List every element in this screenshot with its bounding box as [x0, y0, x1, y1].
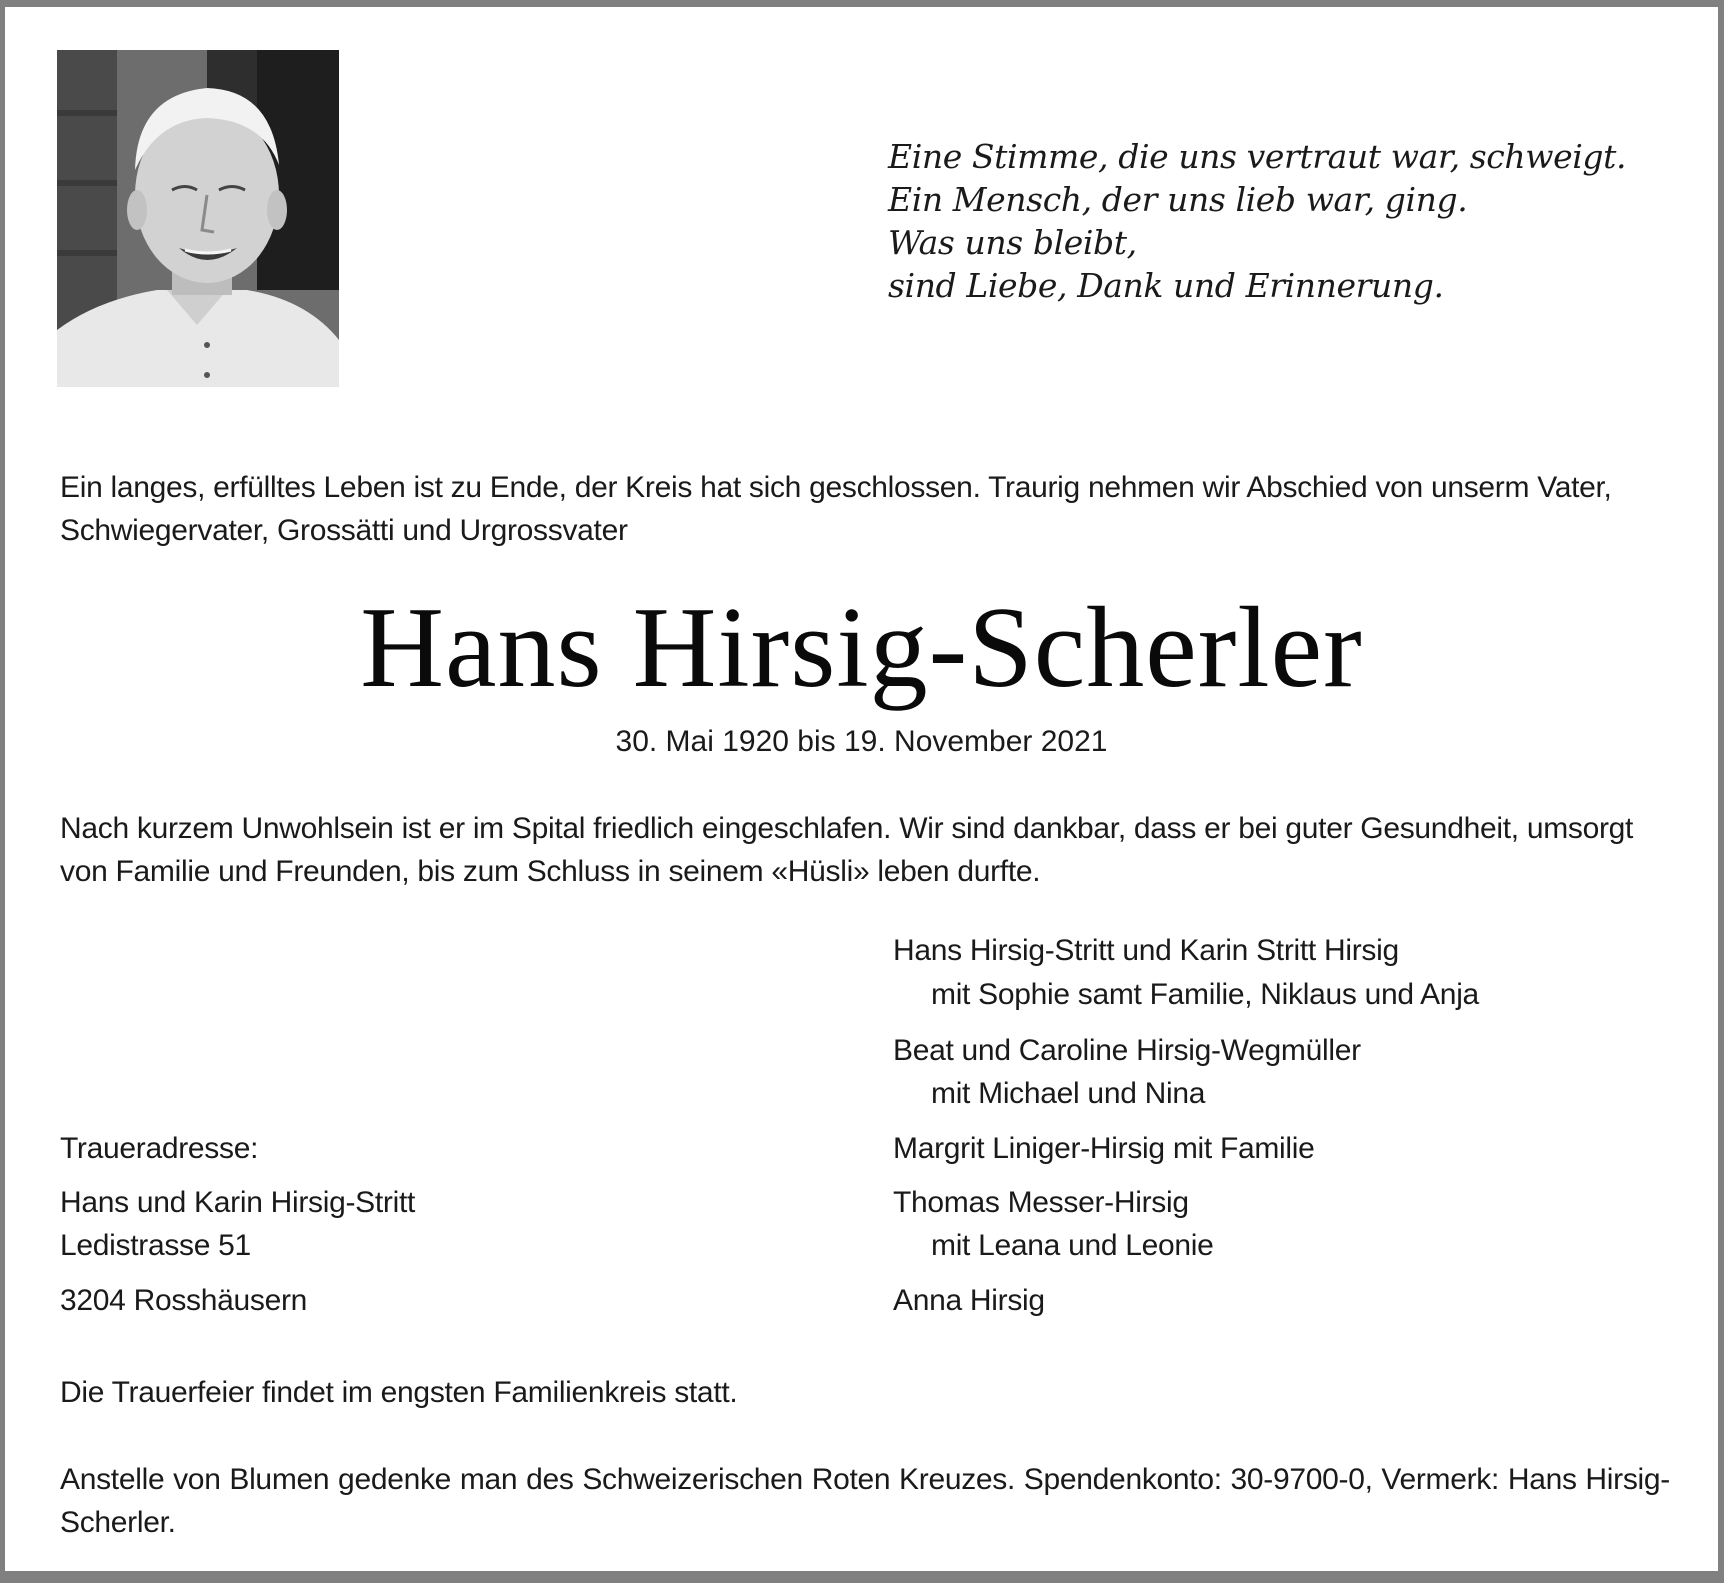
mourner-name: Anna Hirsig — [893, 1284, 1045, 1317]
mourner-name: Hans Hirsig-Stritt und Karin Stritt Hirsig — [893, 934, 1399, 967]
deceased-name: Hans Hirsig-Scherler — [360, 584, 1363, 712]
poem — [888, 135, 1626, 307]
mourner-name: Margrit Liniger-Hirsig mit Familie — [893, 1132, 1315, 1165]
poem-line: Ein Mensch, der uns lieb war, ging. — [888, 180, 1468, 219]
mourner-name: Thomas Messer-Hirsig — [893, 1186, 1189, 1219]
intro-text: Ein langes, erfülltes Leben ist zu Ende, der Kreis hat sich geschlossen. Traurig nehmen wir Abschied von unserm Vater, Schwiegervater, Grossätti und Urgrossvater — [60, 471, 1612, 547]
mourner-sub: mit Leana und Leonie — [931, 1229, 1214, 1262]
ceremony-text: Die Trauerfeier findet im engsten Familienkreis statt. — [60, 1376, 738, 1409]
mourner-sub: mit Michael und Nina — [931, 1077, 1206, 1110]
address-label: Traueradresse: — [60, 1132, 259, 1165]
address-names: Hans und Karin Hirsig-Stritt — [60, 1186, 416, 1219]
address-street: Ledistrasse 51 — [60, 1229, 251, 1262]
obituary-notice — [5, 7, 1718, 1571]
passing-text: Nach kurzem Unwohlsein ist er im Spital friedlich eingeschlafen. Wir sind dankbar, dass er bei guter Gesundheit, umsorgt von Familie und Freunden, bis zum Schluss in seinem «Hüsli» leben durfte. — [60, 812, 1634, 888]
life-dates: 30. Mai 1920 bis 19. November 2021 — [615, 725, 1108, 758]
poem-line: Was uns bleibt, — [888, 223, 1137, 262]
poem-line: sind Liebe, Dank und Erinnerung. — [888, 266, 1444, 305]
portrait-photo — [57, 50, 339, 387]
donation-text: Anstelle von Blumen gedenke man des Schweizerischen Roten Kreuzes. Spendenkonto: 30-9700-0, Vermerk: Hans Hirsig-Scherler. — [60, 1463, 1670, 1539]
mourner-name: Beat und Caroline Hirsig-Wegmüller — [893, 1034, 1361, 1067]
mourner-sub: mit Sophie samt Familie, Niklaus und Anja — [931, 978, 1479, 1011]
address-city: 3204 Rosshäusern — [60, 1284, 308, 1317]
poem-line: Eine Stimme, die uns vertraut war, schweigt. — [888, 137, 1627, 176]
